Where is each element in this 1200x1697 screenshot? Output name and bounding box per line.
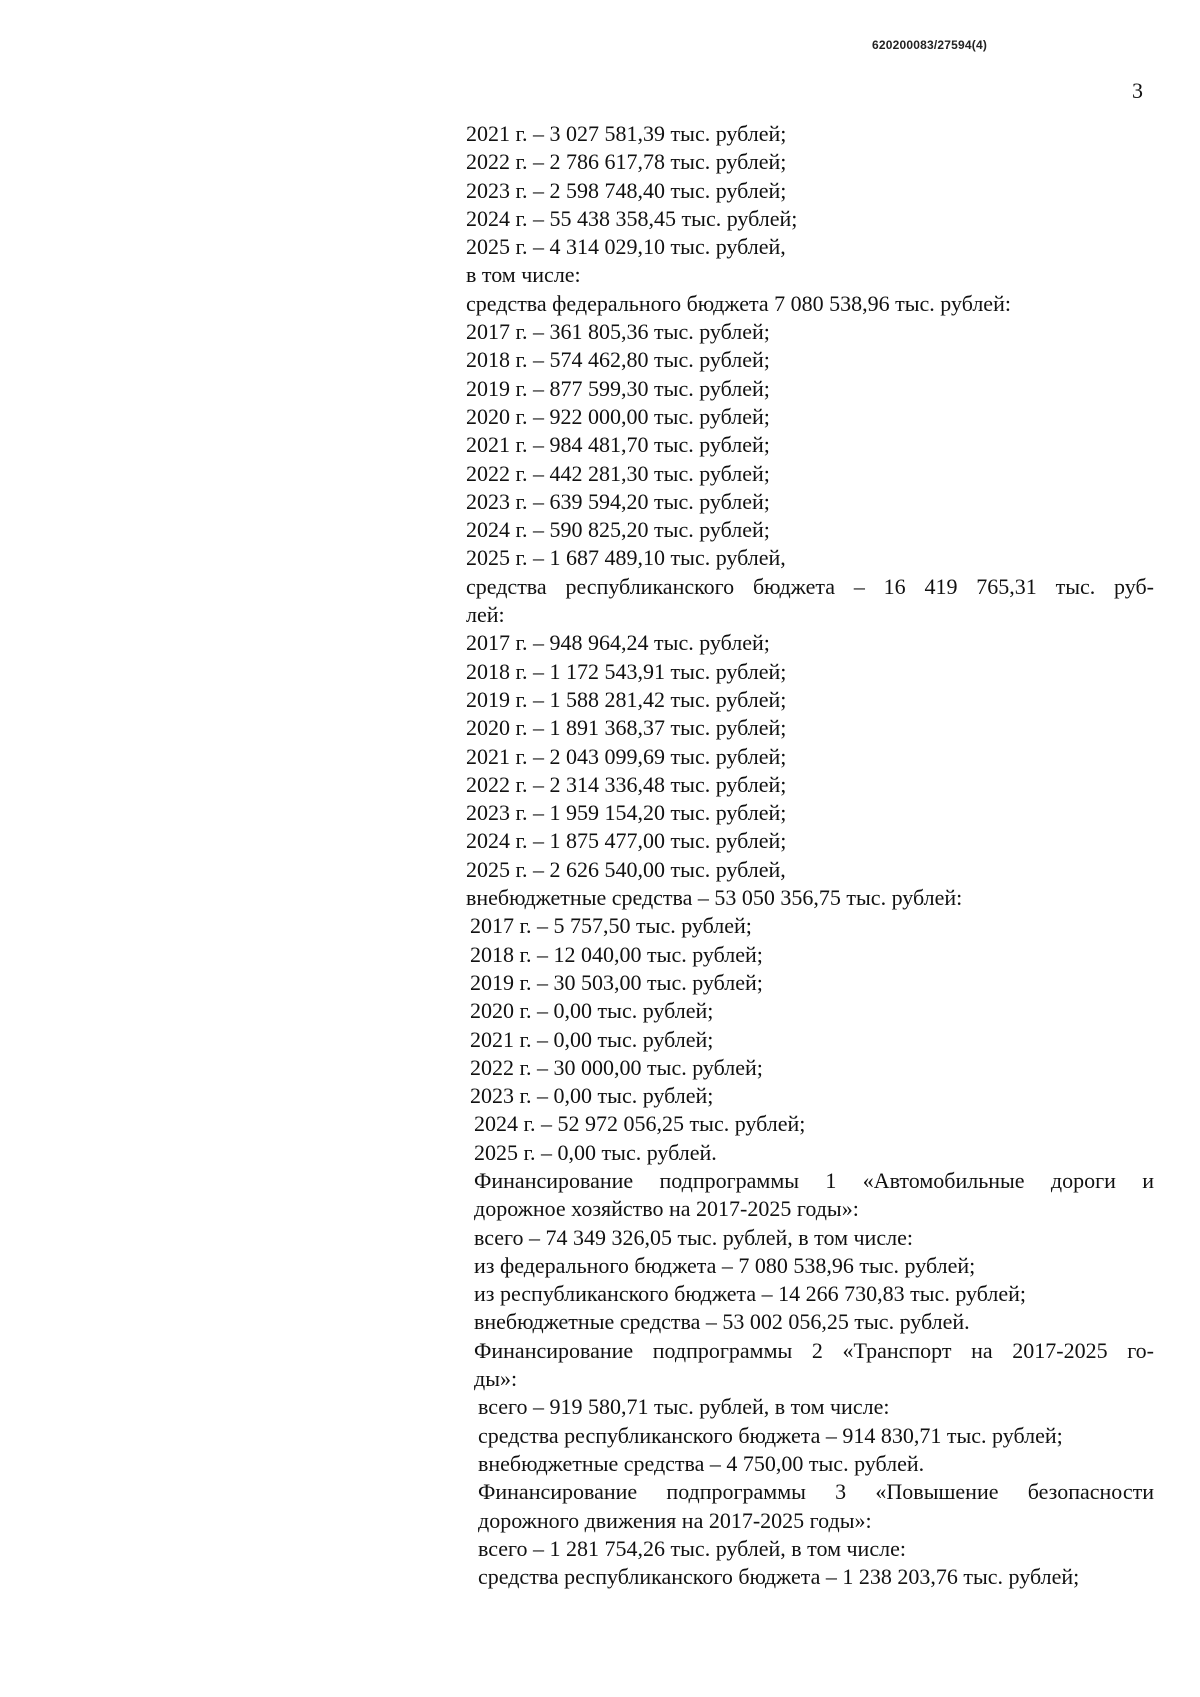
text-line: из республиканского бюджета – 14 266 730,83 тыс. рублей; [474,1281,1027,1307]
text-line: Финансирование подпрограммы 3 «Повышение безопасности [478,1479,1154,1505]
body-text [466,120,1154,1591]
text-line: дорожное хозяйство на 2017-2025 годы»: [474,1196,859,1222]
text-line: из федерального бюджета – 7 080 538,96 тыс. рублей; [474,1252,976,1278]
text-line: 2020 г. – 922 000,00 тыс. рублей; [466,403,770,429]
text-line: 2023 г. – 639 594,20 тыс. рублей; [466,488,770,514]
text-line: 2021 г. – 0,00 тыс. рублей; [470,1026,714,1052]
text-line: 2023 г. – 0,00 тыс. рублей; [470,1083,714,1109]
text-line: 2025 г. – 1 687 489,10 тыс. рублей, [466,545,786,571]
text-line: внебюджетные средства – 53 050 356,75 тыс. рублей: [466,885,963,911]
text-line: 2022 г. – 442 281,30 тыс. рублей; [466,460,770,486]
text-line: 2022 г. – 2 786 617,78 тыс. рублей; [466,149,787,175]
text-line: 2021 г. – 3 027 581,39 тыс. рублей; [466,121,787,146]
text-line: 2021 г. – 2 043 099,69 тыс. рублей; [466,743,787,769]
text-line: 2023 г. – 2 598 748,40 тыс. рублей; [466,177,787,203]
text-line: 2017 г. – 5 757,50 тыс. рублей; [470,913,752,939]
text-line: дорожного движения на 2017-2025 годы»: [478,1507,872,1533]
text-line: 2024 г. – 1 875 477,00 тыс. рублей; [466,828,787,854]
text-line: 2024 г. – 55 438 358,45 тыс. рублей; [466,205,798,231]
text-line: всего – 74 349 326,05 тыс. рублей, в том числе: [474,1224,913,1250]
text-line: Финансирование подпрограммы 2 «Транспорт на 2017-2025 го- [474,1337,1154,1363]
text-line: в том числе: [466,262,581,288]
text-line: 2021 г. – 984 481,70 тыс. рублей; [466,432,770,458]
text-line: 2020 г. – 0,00 тыс. рублей; [470,998,714,1024]
text-line: 2020 г. – 1 891 368,37 тыс. рублей; [466,715,787,741]
text-line: 2024 г. – 52 972 056,25 тыс. рублей; [474,1111,806,1137]
text-line: ды»: [474,1366,518,1392]
text-line: 2018 г. – 12 040,00 тыс. рублей; [470,941,763,967]
text-line: 2019 г. – 877 599,30 тыс. рублей; [466,375,770,401]
text-line: лей: [466,602,505,628]
text-line: 2023 г. – 1 959 154,20 тыс. рублей; [466,800,787,826]
text-line: 2022 г. – 2 314 336,48 тыс. рублей; [466,771,787,797]
document-id: 620200083/27594(4) [872,38,988,52]
text-line: всего – 1 281 754,26 тыс. рублей, в том числе: [478,1535,906,1561]
text-line: 2019 г. – 30 503,00 тыс. рублей; [470,969,763,995]
text-line: 2017 г. – 948 964,24 тыс. рублей; [466,630,770,656]
text-line: 2025 г. – 0,00 тыс. рублей. [474,1139,717,1165]
text-line: 2024 г. – 590 825,20 тыс. рублей; [466,517,770,543]
text-line: всего – 919 580,71 тыс. рублей, в том числе: [478,1394,890,1420]
text-line: 2018 г. – 1 172 543,91 тыс. рублей; [466,658,787,684]
text-line: 2017 г. – 361 805,36 тыс. рублей; [466,319,770,345]
text-line: средства федерального бюджета 7 080 538,96 тыс. рублей: [466,290,1011,316]
text-line: 2022 г. – 30 000,00 тыс. рублей; [470,1054,763,1080]
text-line: 2025 г. – 4 314 029,10 тыс. рублей, [466,234,786,260]
text-line: внебюджетные средства – 53 002 056,25 тыс. рублей. [474,1309,970,1335]
text-line: средства республиканского бюджета – 1 238 203,76 тыс. рублей; [478,1564,1080,1590]
text-line: 2019 г. – 1 588 281,42 тыс. рублей; [466,686,787,712]
text-line: 2018 г. – 574 462,80 тыс. рублей; [466,347,770,373]
text-line: средства республиканского бюджета – 914 830,71 тыс. рублей; [478,1422,1063,1448]
text-line: средства республиканского бюджета – 16 419 765,31 тыс. руб- [466,573,1154,599]
text-line: внебюджетные средства – 4 750,00 тыс. рублей. [478,1450,925,1476]
page-number: 3 [1132,78,1143,103]
text-line: Финансирование подпрограммы 1 «Автомобильные дороги и [474,1167,1154,1193]
text-line: 2025 г. – 2 626 540,00 тыс. рублей, [466,856,786,882]
